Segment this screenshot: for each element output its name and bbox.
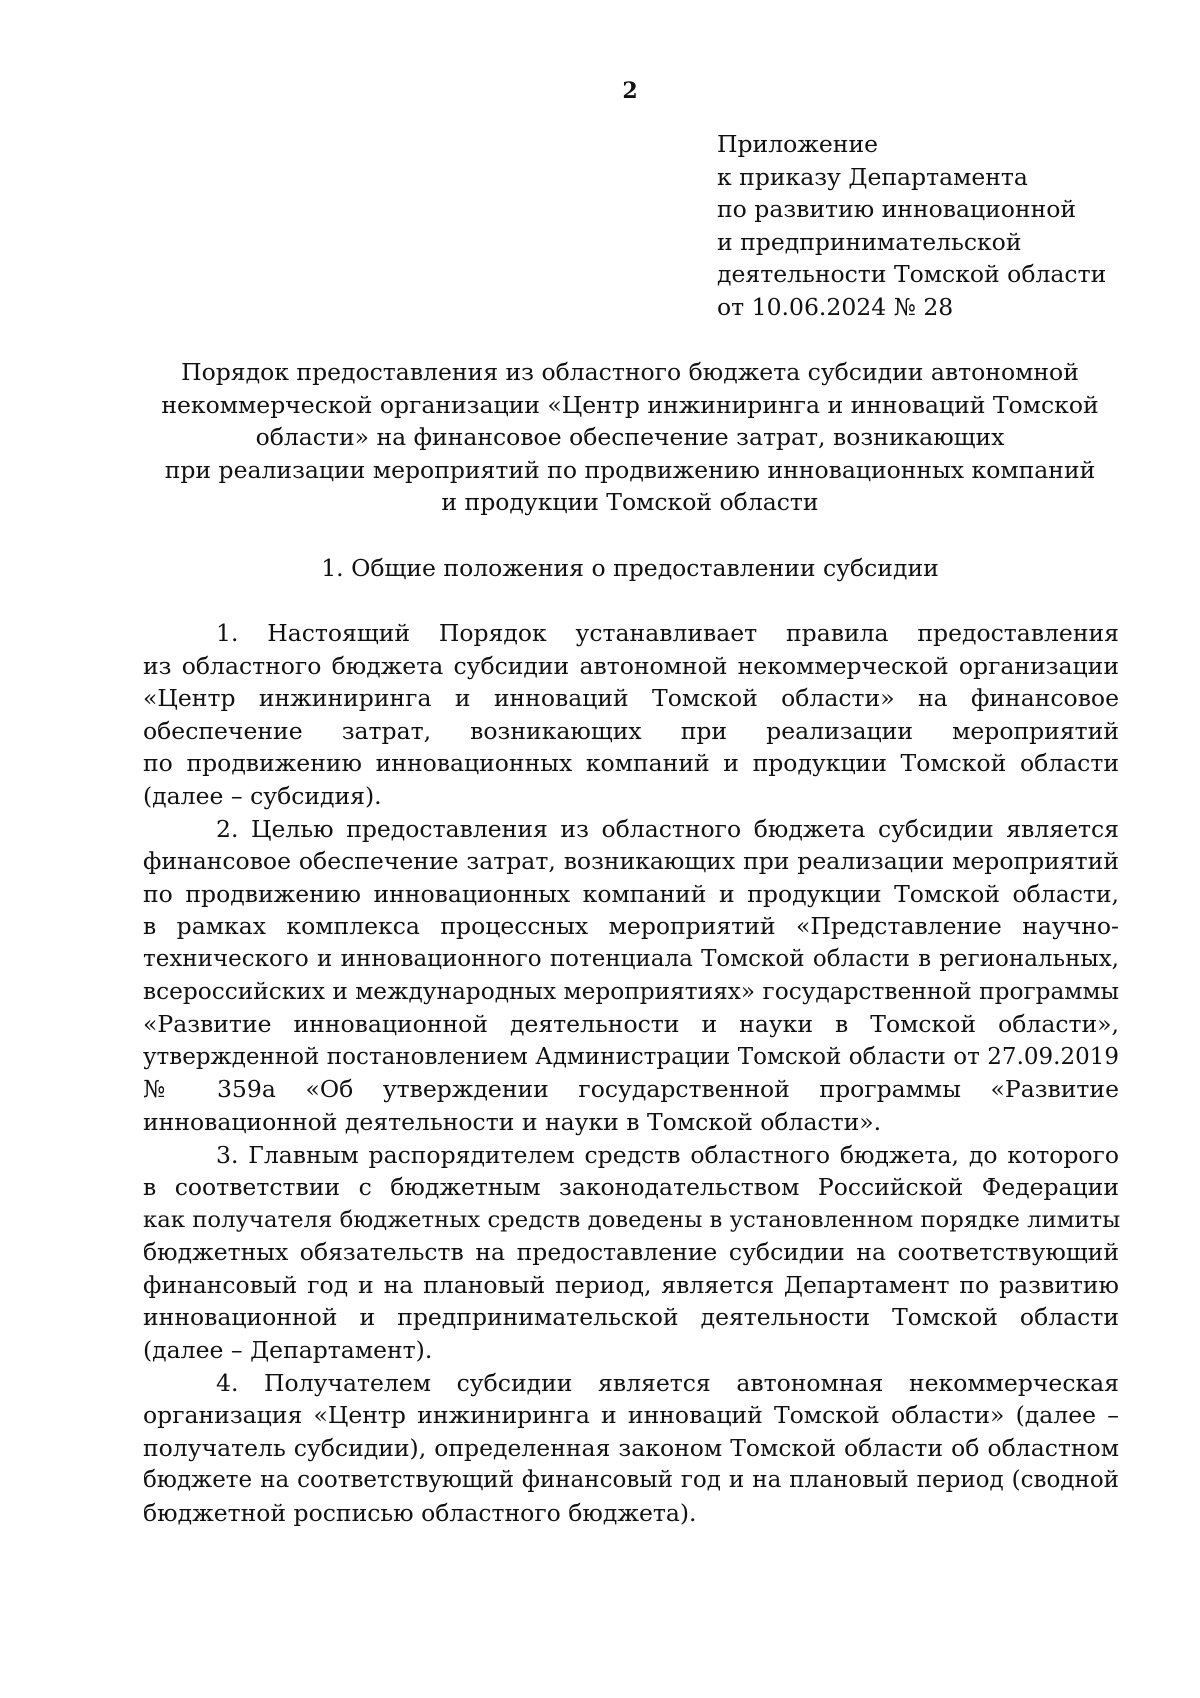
appendix-line: Приложение	[717, 130, 879, 158]
paragraph-line: 1. Настоящий Порядок устанавливает правила предоставления	[216, 619, 1119, 647]
paragraph-line: технического и инновационного потенциала Томской области в региональных,	[143, 945, 1119, 972]
appendix-block	[717, 128, 1106, 323]
title-line: Порядок предоставления из областного бюджета субсидии автономной	[181, 358, 1079, 386]
appendix-line: и предпринимательской	[717, 227, 1022, 256]
paragraph-line: из областного бюджета субсидии автономной некоммерческой организации	[143, 651, 1119, 680]
paragraph-2	[143, 813, 1119, 1139]
paragraph-line: бюджете на соответствующий финансовый год и на плановый период (сводной	[143, 1467, 1119, 1494]
paragraph-line: 2. Целью предоставления из областного бюджета субсидии является	[216, 814, 1119, 843]
paragraph-line: утвержденной постановлением Администрации Томской области от 27.09.2019	[143, 1043, 1119, 1070]
paragraph-line: по продвижению инновационных компаний и продукции Томской области	[143, 749, 1119, 778]
paragraph-line: инновационной и предпринимательской деятельности Томской области	[143, 1303, 1119, 1332]
paragraph-line: (далее – Департамент).	[143, 1336, 433, 1365]
paragraph-line: инновационной деятельности и науки в Томской области».	[143, 1107, 882, 1136]
paragraph-line: финансовое обеспечение затрат, возникающих при реализации мероприятий	[143, 847, 1119, 876]
document-body	[143, 617, 1119, 1530]
document-title	[150, 356, 1110, 519]
appendix-line: деятельности Томской области	[717, 260, 1107, 288]
paragraph-line: 4. Получателем субсидии является автономная некоммерческая	[216, 1368, 1119, 1397]
paragraph-line: по продвижению инновационных компаний и продукции Томской области,	[143, 879, 1119, 908]
paragraph-line: в рамках комплекса процессных мероприятий «Представление научно-	[143, 912, 1119, 941]
paragraph-line: № 359а «Об утверждении государственной программы «Развитие	[143, 1075, 1119, 1104]
paragraph-3	[143, 1139, 1119, 1367]
paragraph-line: как получателя бюджетных средств доведены в установленном порядке лимиты	[143, 1206, 1121, 1233]
paragraph-line: обеспечение затрат, возникающих при реализации мероприятий	[143, 716, 1119, 745]
paragraph-line: финансовый год и на плановый период, является Департамент по развитию	[143, 1270, 1119, 1299]
paragraph-line: бюджетных обязательств на предоставление субсидии на соответствующий	[143, 1238, 1119, 1267]
appendix-line: к приказу Департамента	[717, 162, 1028, 191]
paragraph-line: «Развитие инновационной деятельности и науки в Томской области»,	[143, 1010, 1119, 1039]
paragraph-line: (далее – субсидия).	[143, 781, 382, 810]
paragraph-line: бюджетной росписью областного бюджета).	[143, 1499, 697, 1528]
paragraph-4	[143, 1367, 1119, 1530]
title-line: при реализации мероприятий по продвижению инновационных компаний	[164, 455, 1096, 484]
paragraph-line: 3. Главным распорядителем средств областного бюджета, до которого	[216, 1140, 1119, 1169]
paragraph-line: в соответствии с бюджетным законодательством Российской Федерации	[143, 1173, 1119, 1202]
title-line: и продукции Томской области	[441, 488, 819, 516]
paragraph-line: всероссийских и международных мероприятиях» государственной программы	[143, 977, 1120, 1005]
title-line: некоммерческой организации «Центр инжиниринга и инноваций Томской	[161, 390, 1099, 419]
appendix-line: по развитию инновационной	[717, 195, 1077, 223]
section-heading: 1. Общие положения о предоставлении субсидии	[321, 554, 939, 582]
appendix-line: от 10.06.2024 № 28	[717, 292, 954, 321]
title-line: области» на финансовое обеспечение затрат, возникающих	[255, 423, 1005, 451]
paragraph-line: организация «Центр инжиниринга и инноваций Томской области» (далее –	[143, 1401, 1119, 1430]
page-number: 2	[622, 78, 638, 104]
paragraph-1	[143, 617, 1119, 813]
paragraph-line: «Центр инжиниринга и инноваций Томской области» на финансовое	[143, 684, 1119, 713]
paragraph-line: получатель субсидии), определенная законом Томской области об областном	[143, 1433, 1119, 1462]
